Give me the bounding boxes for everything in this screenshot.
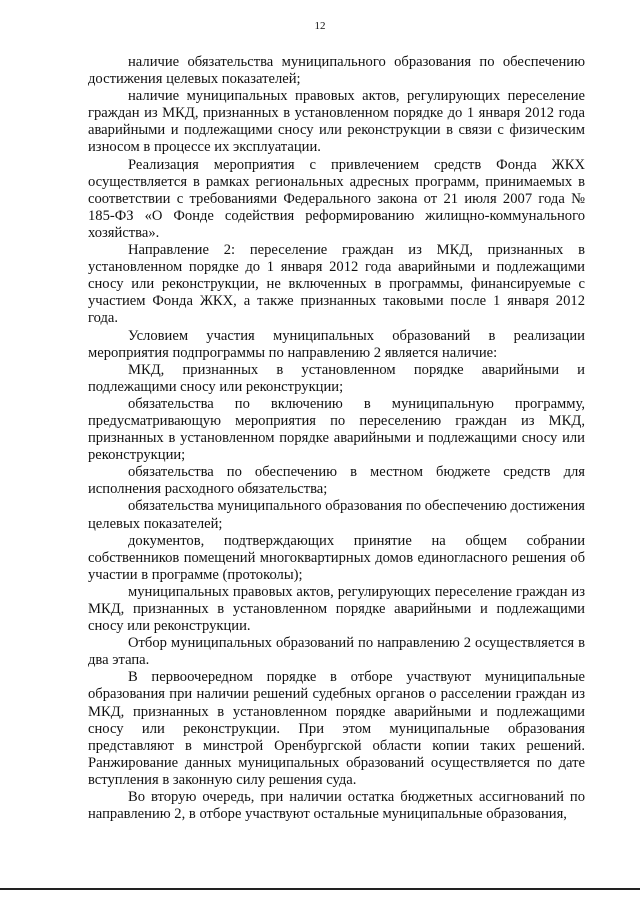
- paragraph: наличие муниципальных правовых актов, регулирующих переселение граждан из МКД, признанных в установленном порядке до 1 января 2012 года аварийными и подлежащими сносу или реконструкции в связи с физическим износом в процессе их эксплуатации.: [88, 88, 585, 156]
- paragraph: Направление 2: переселение граждан из МКД, признанных в установленном порядке до 1 января 2012 года аварийными и подлежащими сносу или реконструкции, не включенных в программы, финансируемые с участием Фонда ЖКХ, а также признанных таковыми после 1 января 2012 года.: [88, 242, 585, 327]
- paragraph: обязательства по включению в муниципальную программу, предусматривающую мероприятия по переселению граждан из МКД, признанных в установленном порядке аварийными и подлежащими сносу или реконструкции;: [88, 395, 585, 464]
- paragraph: Во вторую очередь, при наличии остатка бюджетных ассигнований по направлению 2, в отборе участвуют остальные муниципальные образования,: [88, 789, 585, 823]
- page-number: 12: [314, 20, 326, 32]
- document-body: [88, 54, 585, 823]
- paragraph: Реализация мероприятия с привлечением средств Фонда ЖКХ осуществляется в рамках региональных адресных программ, принимаемых в соответствии с требованиями Федерального закона от 21 июля 2007 года № 185-ФЗ «О Фонде содействия реформированию жилищно-коммунального хозяйства».: [88, 156, 585, 241]
- paragraph: наличие обязательства муниципального образования по обеспечению достижения целевых показателей;: [88, 54, 585, 88]
- paragraph: В первоочередном порядке в отборе участвуют муниципальные образования при наличии решений судебных органов о расселении граждан из МКД, признанных в установленном порядке аварийными и подлежащими сносу или реконструкции. При этом муниципальные образования представляют в минстрой Оренбургской области копии таких решений. Ранжирование данных муниципальных образований осуществляется по дате вступления в законную силу решения суда.: [88, 669, 585, 788]
- paragraph: обязательства муниципального образования по обеспечению достижения целевых показателей;: [88, 498, 585, 532]
- paragraph: документов, подтверждающих принятие на общем собрании собственников помещений многоквартирных домов единогласного решения об участии в программе (протоколы);: [88, 532, 585, 583]
- page-bottom-divider: [0, 888, 640, 890]
- paragraph: МКД, признанных в установленном порядке аварийными и подлежащими сносу или реконструкции;: [88, 361, 585, 395]
- paragraph: Условием участия муниципальных образований в реализации мероприятия подпрограммы по направлению 2 является наличие:: [88, 327, 585, 361]
- paragraph: муниципальных правовых актов, регулирующих переселение граждан из МКД, признанных в установленном порядке аварийными и подлежащими сносу или реконструкции.: [88, 583, 585, 635]
- paragraph: Отбор муниципальных образований по направлению 2 осуществляется в два этапа.: [88, 635, 585, 669]
- paragraph: обязательства по обеспечению в местном бюджете средств для исполнения расходного обязательства;: [88, 464, 585, 498]
